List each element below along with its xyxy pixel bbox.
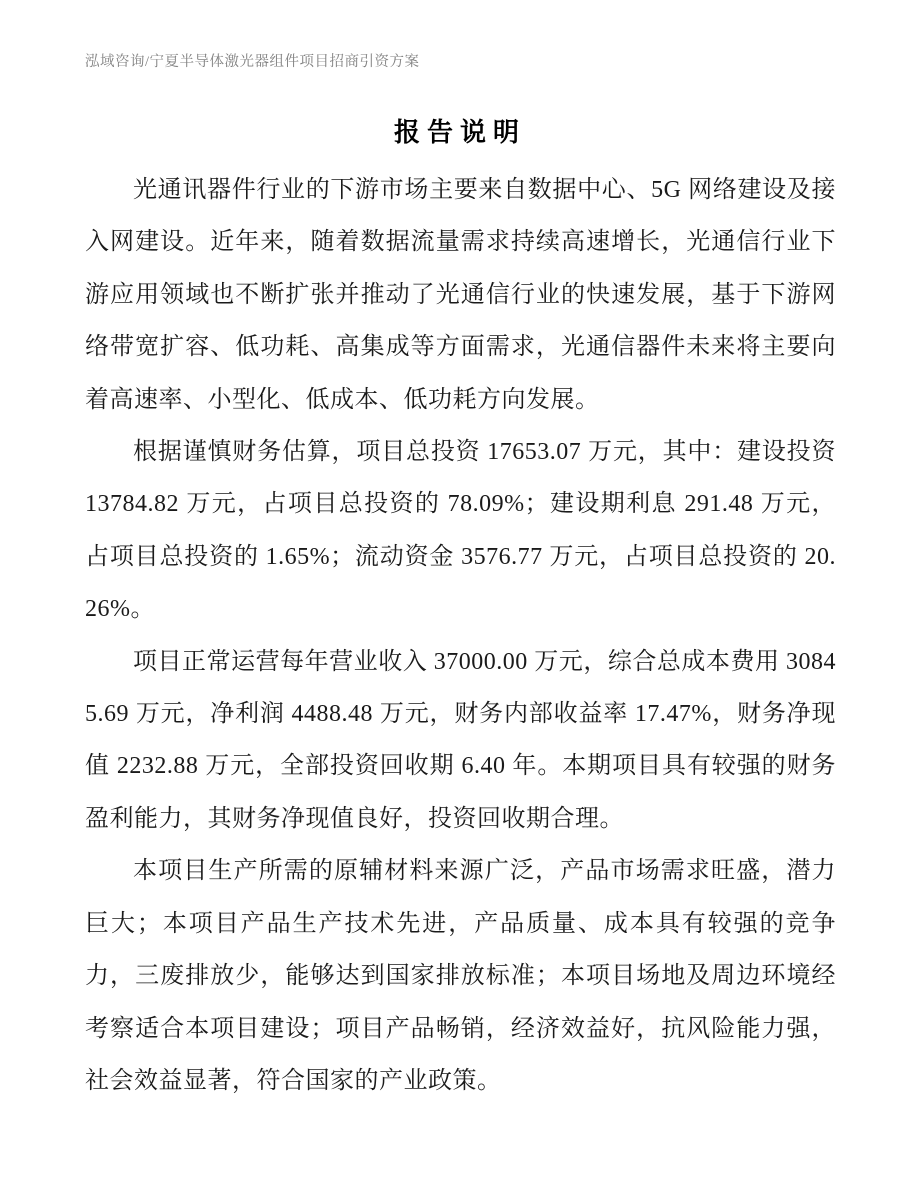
paragraph-financial-performance: 项目正常运营每年营业收入 37000.00 万元，综合总成本费用 30845.69 万元，净利润 4488.48 万元，财务内部收益率 17.47%，财务净现值 2232.88 万元，全部投资回收期 6.40 年。本期项目具有较强的财务盈利能力，其财务净现值良好，投资回收期合理。 [85,648,836,832]
paragraph-industry-overview: 光通讯器件行业的下游市场主要来自数据中心、5G 网络建设及接入网建设。近年来，随着数据流量需求持续高速增长，光通信行业下游应用领域也不断扩张并推动了光通信行业的快速发展，基于下游网络带宽扩容、低功耗、高集成等方面需求，光通信器件未来将主要向着高速率、小型化、低成本、低功耗方向发展。 [85,177,836,413]
page-title: 报告说明 [393,118,526,147]
document-running-header: 泓域咨询/宁夏半导体激光器组件项目招商引资方案 [85,54,420,70]
paragraph-investment-estimate: 根据谨慎财务估算，项目总投资 17653.07 万元，其中：建设投资 13784.82 万元，占项目总投资的 78.09%；建设期利息 291.48 万元，占项目总投资的 1.65%；流动资金 3576.77 万元，占项目总投资的 20.26%。 [85,439,836,623]
paragraph-project-advantages: 本项目生产所需的原辅材料来源广泛，产品市场需求旺盛，潜力巨大；本项目产品生产技术先进，产品质量、成本具有较强的竞争力，三废排放少，能够达到国家排放标准；本项目场地及周边环境经考察适合本项目建设；项目产品畅销，经济效益好，抗风险能力强，社会效益显著，符合国家的产业政策。 [85,858,836,1094]
document-body [85,164,836,1107]
